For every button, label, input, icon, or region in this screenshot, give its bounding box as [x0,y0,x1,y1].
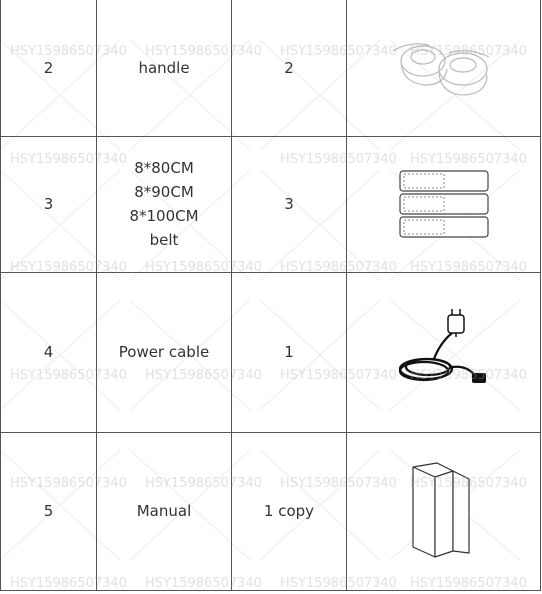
watermark-text: HSY15986507340 [280,260,397,275]
table-row [1,136,541,272]
watermark-text: HSY15986507340 [280,44,397,59]
item-number-cell: 2 [1,0,97,136]
item-image-cell [347,136,541,272]
handle-icon [389,33,499,103]
item-image-cell [347,0,541,136]
item-quantity-cell: 1 copy [232,432,347,590]
manual-booklet-icon [409,461,479,561]
watermark-text: HSY15986507340 [410,260,527,275]
item-number-cell: 4 [1,272,97,432]
item-name-cell [97,136,232,272]
watermark-text: HSY15986507340 [145,44,262,59]
watermark-text: HSY15986507340 [410,476,527,491]
watermark-text: HSY15986507340 [10,44,127,59]
watermark-text: HSY15986507340 [10,576,127,591]
watermark-text: HSY15986507340 [10,368,127,383]
watermark-text: HSY15986507340 [10,476,127,491]
watermark-text: HSY15986507340 [280,368,397,383]
item-name-line: 8*100CM [129,207,199,225]
item-name-cell: Manual [97,432,232,590]
watermark-text: HSY15986507340 [410,368,527,383]
item-name-line: 8*80CM [134,159,194,177]
watermark-text: HSY15986507340 [410,152,527,167]
item-quantity-cell: 2 [232,0,347,136]
item-name-line: belt [149,231,179,249]
watermark-text: HSY15986507340 [145,260,262,275]
item-name-line: 8*90CM [134,183,194,201]
table-row [1,272,541,432]
item-image-cell [347,272,541,432]
watermark-text: HSY15986507340 [10,152,127,167]
item-name-cell: Power cable [97,272,232,432]
item-number-cell: 5 [1,432,97,590]
table-row [1,0,541,136]
watermark-text: HSY15986507340 [10,260,127,275]
watermark-text: HSY15986507340 [145,476,262,491]
watermark-text: HSY15986507340 [280,576,397,591]
item-image-cell [347,432,541,590]
item-quantity-cell: 1 [232,272,347,432]
watermark-text: HSY15986507340 [410,576,527,591]
belt-icon [398,169,490,239]
watermark-text: HSY15986507340 [145,368,262,383]
item-name-cell: handle [97,0,232,136]
watermark-text: HSY15986507340 [280,476,397,491]
power-cable-icon [394,307,494,397]
watermark-text: HSY15986507340 [410,44,527,59]
table-row [1,432,541,590]
item-number-cell: 3 [1,136,97,272]
watermark-text: HSY15986507340 [145,576,262,591]
watermark-text: HSY15986507340 [280,152,397,167]
item-quantity-cell: 3 [232,136,347,272]
